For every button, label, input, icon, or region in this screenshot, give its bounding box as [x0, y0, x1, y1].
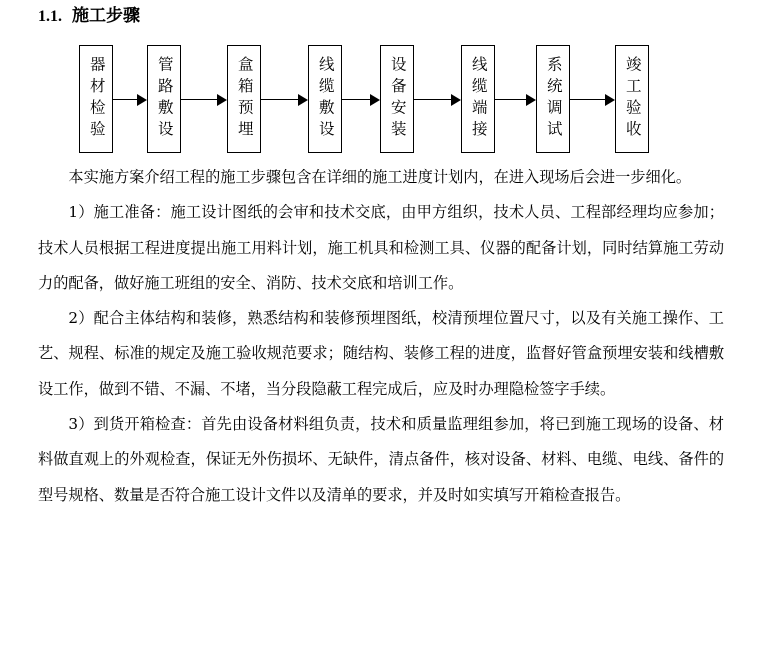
intro-paragraph: 本实施方案介绍工程的施工步骤包含在详细的施工进度计划内，在进入现场后会进一步细化。: [68, 168, 692, 186]
flow-arrow: [181, 94, 227, 106]
flow-step-box: [227, 45, 261, 153]
flow-step-box: [536, 45, 570, 153]
flow-step-label: 器材检验: [87, 56, 106, 142]
flow-step-label: 竣工验收: [623, 56, 642, 142]
flow-step-label: 系统调试: [544, 56, 563, 142]
body-text: [38, 160, 724, 513]
flow-step-box: [79, 45, 113, 153]
flow-step-label: 盒箱预埋: [235, 56, 254, 142]
flow-step-label: 设备安装: [388, 56, 407, 142]
flow-arrow: [261, 94, 308, 106]
paragraph-unpacking-inspection: 3）到货开箱检查：首先由设备材料组负责，技术和质量监理组参加，将已到施工现场的设备、材料做直观上的外观检查，保证无外伤损坏、无缺件，清点备件，核对设备、材料、电缆、电线、备件的型号规格、数量是否符合施工设计文件以及清单的要求，并及时如实填写开箱检查报告。: [38, 415, 724, 504]
flow-step-box: [461, 45, 495, 153]
flow-step-label: 线缆敷设: [316, 56, 335, 142]
flow-arrow: [570, 94, 615, 106]
flow-arrow: [113, 94, 147, 106]
paragraph-structure-coordination: 2）配合主体结构和装修，熟悉结构和装修预埋图纸，校清预埋位置尺寸，以及有关施工操作、工艺、规程、标准的规定及施工验收规范要求；随结构、装修工程的进度，监督好管盒预埋安装和线槽敷设工作，做到不错、不漏、不堵，当分段隐蔽工程完成后，应及时办理隐检签字手续。: [38, 309, 724, 398]
flow-step-box: [308, 45, 342, 153]
flow-step-box: [615, 45, 649, 153]
flow-arrow: [342, 94, 380, 106]
process-flowchart: [0, 0, 760, 160]
flow-step-box: [147, 45, 181, 153]
flow-arrow: [414, 94, 461, 106]
flow-step-label: 管路敷设: [155, 56, 174, 142]
paragraph-construction-preparation: 1）施工准备：施工设计图纸的会审和技术交底，由甲方组织，技术人员、工程部经理均应参加；技术人员根据工程进度提出施工用料计划，施工机具和检测工具、仪器的配备计划，同时结算施工劳动力的配备，做好施工班组的安全、消防、技术交底和培训工作。: [38, 203, 724, 292]
flow-arrow: [495, 94, 536, 106]
section-title: 施工步骤: [72, 6, 140, 26]
section-number: 1.1.: [38, 8, 62, 25]
flow-step-box: [380, 45, 414, 153]
flow-step-label: 线缆端接: [469, 56, 488, 142]
